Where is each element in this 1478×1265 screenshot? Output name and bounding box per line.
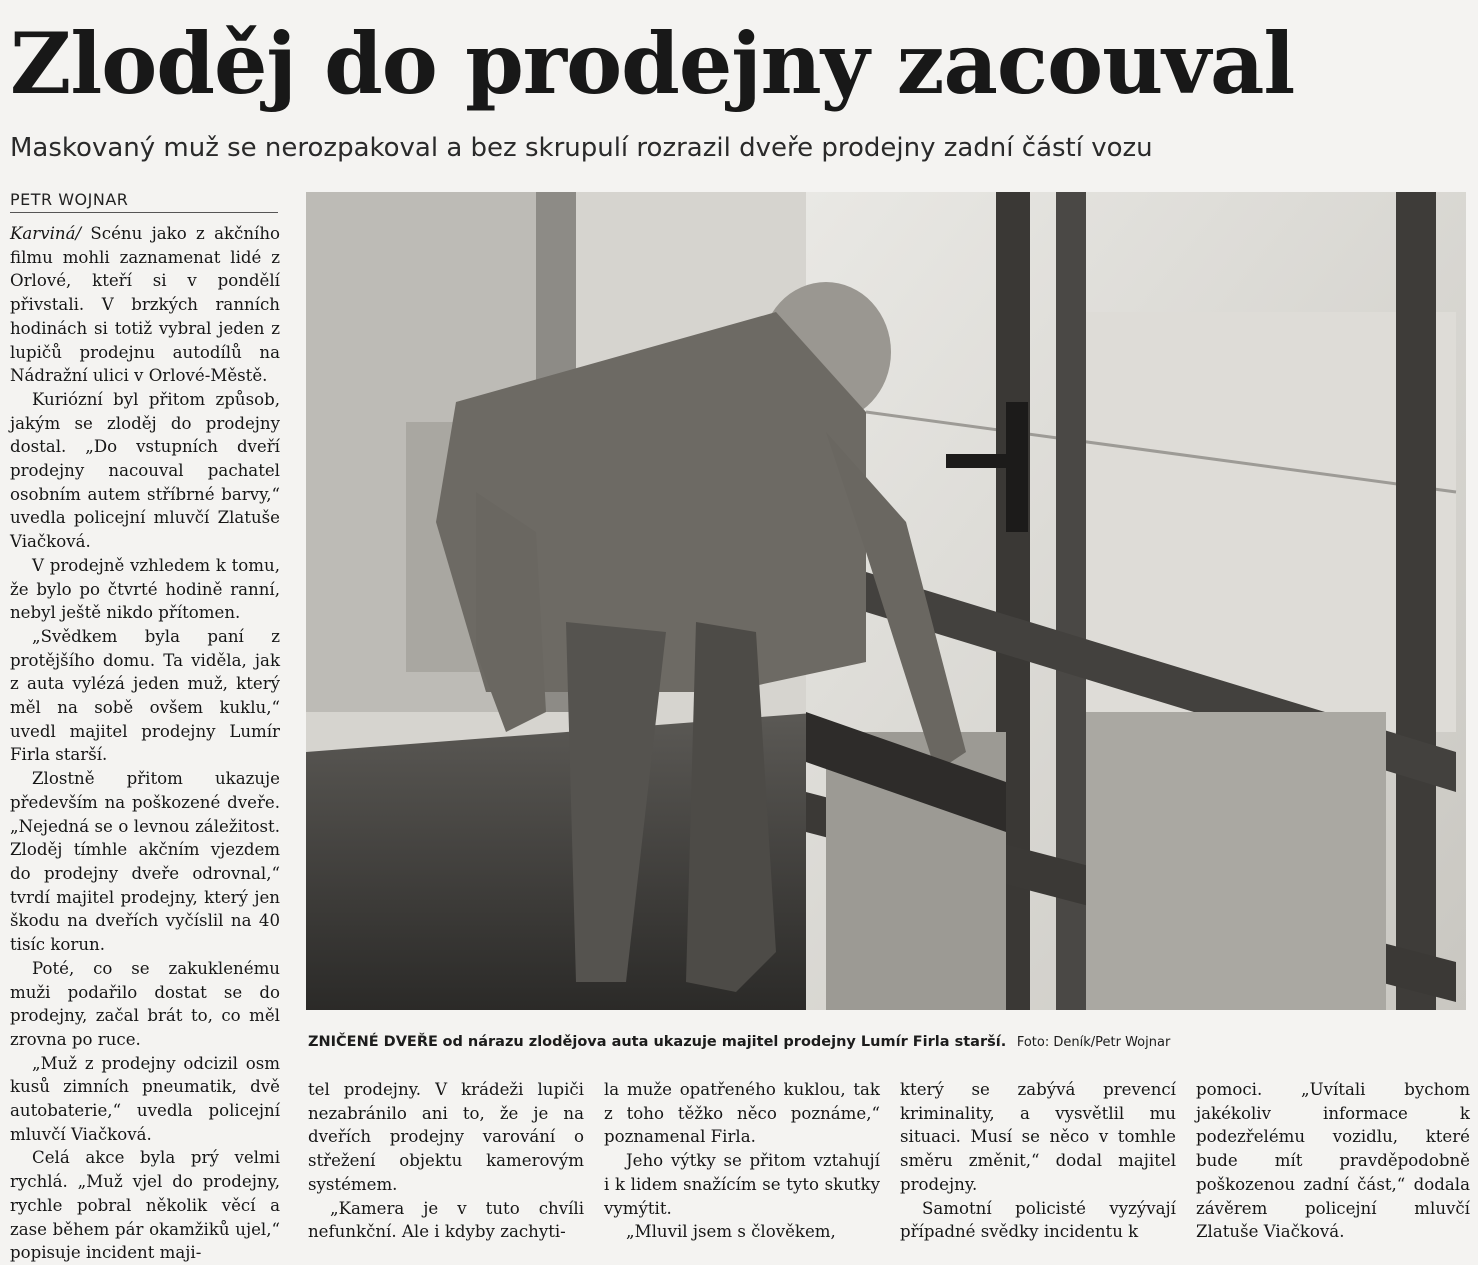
article-photo: [306, 192, 1466, 1010]
caption-text: od nárazu zlodějova auta ukazuje majitel prodejny Lumír Firla starší.: [442, 1034, 1007, 1050]
paragraph-text: Scénu jako z akčního filmu mohli zaznamenat lidé z Orlové, kteří si v pondělí přivstali. V brzkých ranních hodinách si totiž vybral jeden z lupičů prodejnu autodílů na Nádražní ulici v Orlové-Městě.: [10, 224, 281, 386]
text-column-1: [10, 222, 280, 1265]
byline: PETR WOJNAR: [10, 188, 278, 213]
text-column-2: [308, 1078, 584, 1244]
text-column-5: [1196, 1078, 1470, 1244]
dateline: Karviná/: [10, 224, 82, 243]
subheadline: Maskovaný muž se nerozpakoval a bez skrupulí rozrazil dveře prodejny zadní částí vozu: [10, 133, 1153, 163]
text-column-3: [604, 1078, 880, 1244]
paragraph: Kuriózní byl přitom způsob, jakým se zloděj do prodejny dostal. „Do vstupních dveří prodejny nacouval pachatel osobním autem stříbrné barvy,“ uvedla policejní mluvčí Zlatuše Viačková.: [10, 389, 280, 552]
paragraph: který se zabývá prevencí kriminality, a vysvětlil mu situaci. Musí se něco v tomhle směru změnit,“ dodal majitel prodejny.: [900, 1080, 1176, 1194]
paragraph: la muže opatřeného kuklou, tak z toho těžko něco poznáme,“ poznamenal Firla.: [604, 1080, 880, 1147]
headline: Zloděj do prodejny zacouval: [10, 14, 1295, 113]
paragraph: „Svědkem byla paní z protějšího domu. Ta viděla, jak z auta vylézá jeden muž, který měl na sobě ovšem kuklu,“ uvedl majitel prodejny Lumír Firla starší.: [10, 626, 280, 765]
paragraph: Samotní policisté vyzývají případné svědky incidentu k: [900, 1198, 1176, 1242]
paragraph: „Mluvil jsem s člověkem,: [626, 1222, 836, 1242]
photo-illustration: [306, 192, 1466, 1010]
paragraph: Zlostně přitom ukazuje především na poškozené dveře. „Nejedná se o levnou záležitost. Zloděj tímhle akčním vjezdem do prodejny dveře odrovnal,“ tvrdí majitel prodejny, který jen škodu na dveřích vyčíslil na 40 tisíc korun.: [10, 769, 280, 955]
photo-caption: [308, 1030, 1468, 1055]
text-column-4: [900, 1078, 1176, 1244]
paragraph: Celá akce byla prý velmi rychlá. „Muž vjel do prodejny, rychle pobral několik věcí a zase během pár okamžiků ujel,“ popisuje incident maji-: [10, 1148, 280, 1263]
paragraph: „Muž z prodejny odcizil osm kusů zimních pneumatik, dvě autobaterie,“ uvedla policejní mluvčí Viačková.: [10, 1053, 280, 1144]
caption-head: ZNIČENÉ DVEŘE: [308, 1034, 438, 1050]
paragraph: [10, 222, 280, 388]
paragraph: Poté, co se zakuklenému muži podařilo dostat se do prodejny, začal brát to, co měl zrovna po ruce.: [10, 958, 280, 1049]
paragraph: V prodejně vzhledem k tomu, že bylo po čtvrté hodině ranní, nebyl ještě nikdo přítomen.: [10, 555, 280, 623]
paragraph: pomoci. „Uvítali bychom jakékoliv informace k podezřelému vozidlu, které bude mít pravděpodobně poškozenou zadní část,“ dodala závěrem policejní mluvčí Zlatuše Viačková.: [1196, 1080, 1470, 1242]
photo-credit: Foto: Deník/Petr Wojnar: [1016, 1035, 1171, 1050]
paragraph: tel prodejny. V krádeži lupiči nezabránilo ani to, že je na dveřích prodejny varování o střežení objektu kamerovým systémem.: [308, 1080, 584, 1194]
paragraph: „Kamera je v tuto chvíli nefunkční. Ale i kdyby zachyti-: [308, 1198, 584, 1242]
paragraph: Jeho výtky se přitom vztahují i k lidem snažícím se tyto skutky vymýtit.: [604, 1151, 880, 1218]
